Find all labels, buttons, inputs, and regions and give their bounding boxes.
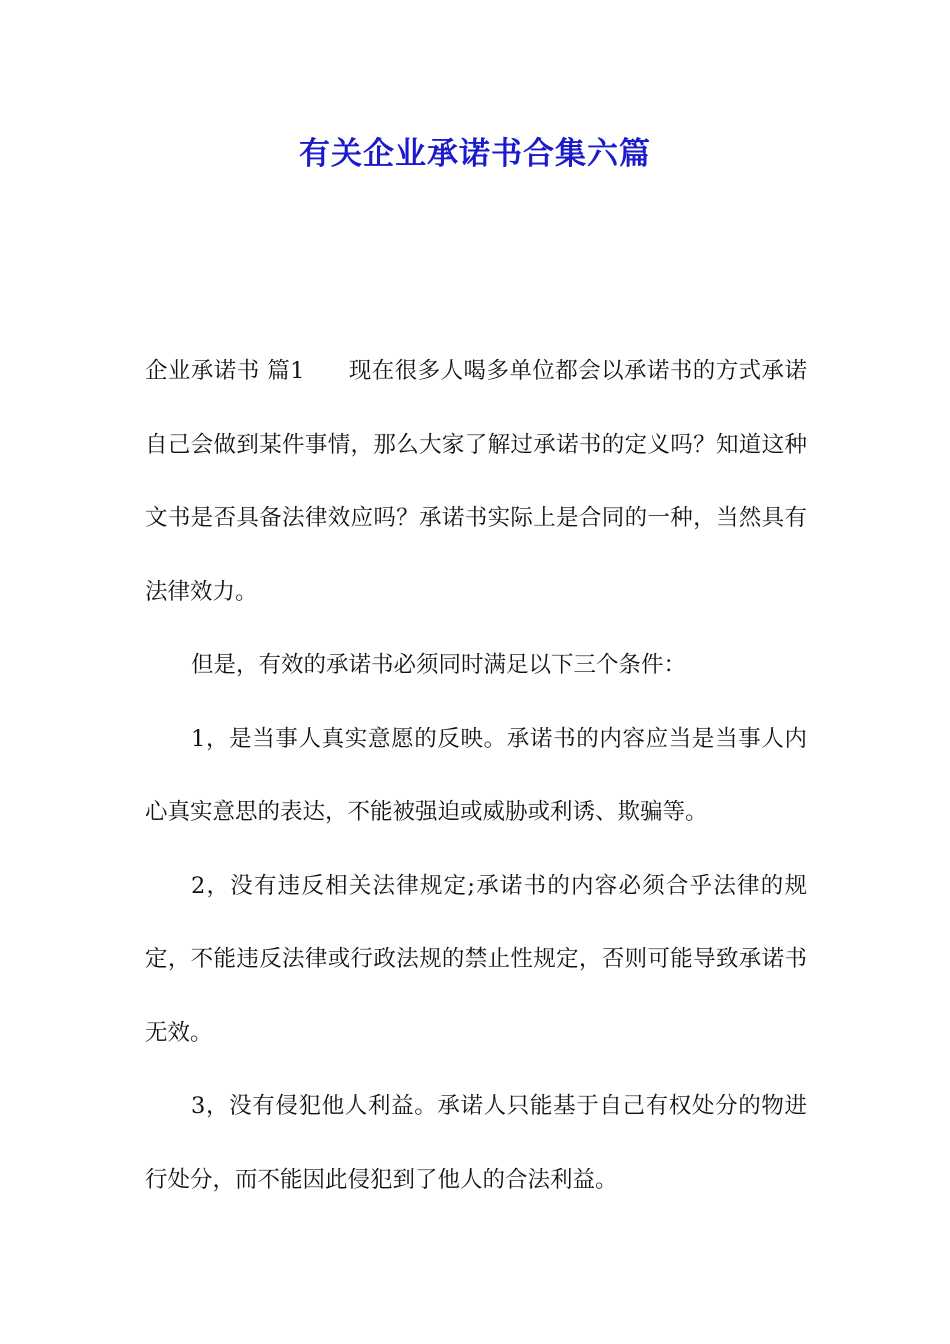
paragraph-condition-1: 1，是当事人真实意愿的反映。承诺书的内容应当是当事人内心真实意思的表达，不能被强迫或威胁或利诱、欺骗等。 <box>145 725 807 825</box>
document-body <box>145 335 807 1217</box>
paragraph-condition-3: 3，没有侵犯他人利益。承诺人只能基于自己有权处分的物进行处分，而不能因此侵犯到了他人的合法利益。 <box>145 1093 807 1193</box>
paragraph-conditions-intro: 但是，有效的承诺书必须同时满足以下三个条件： <box>191 652 687 678</box>
page-title: 有关企业承诺书合集六篇 <box>299 136 651 172</box>
paragraph-intro <box>145 335 807 629</box>
paragraph-text: 现在很多人喝多单位都会以承诺书的方式承诺自己会做到某件事情，那么大家了解过承诺书的定义吗？知道这种文书是否具备法律效应吗？承诺书实际上是合同的一种，当然具有法律效力。 <box>145 358 807 605</box>
section-heading: 企业承诺书 篇1 <box>145 358 305 384</box>
paragraph-condition-2: 2，没有违反相关法律规定;承诺书的内容必须合乎法律的规定，不能违反法律或行政法规的禁止性规定，否则可能导致承诺书无效。 <box>145 872 807 1046</box>
